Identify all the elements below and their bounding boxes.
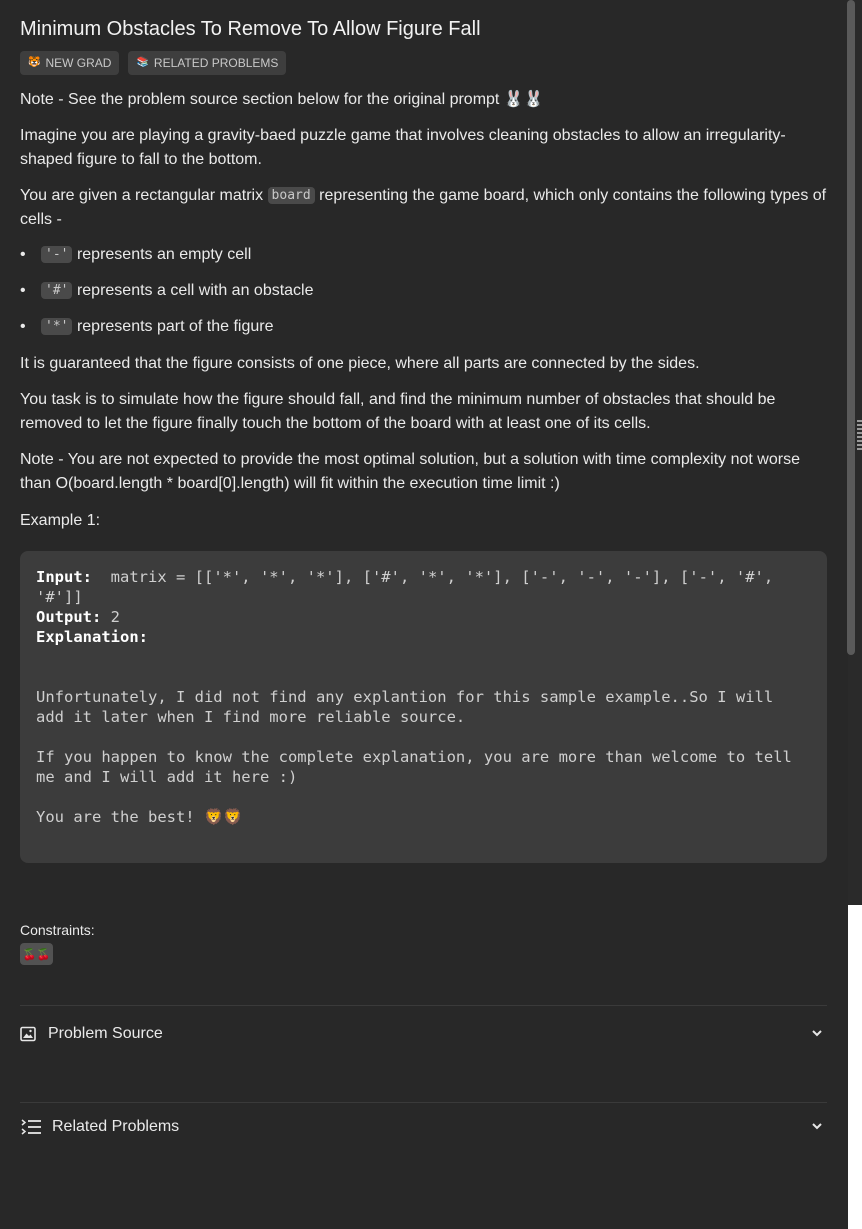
complexity-note: Note - You are not expected to provide the most optimal solution, but a solution with time complexity not worse than O(board.length * board[0].length) will fit within the execution time limit :) (20, 451, 800, 492)
input-value: matrix = [['*', '*', '*'], ['#', '*', '*'], ['-', '-', '-'], ['-', '#', (92, 568, 774, 586)
given-text-after: representing the game board, which only contains the following types of cells - (20, 187, 827, 228)
related-problems-section[interactable] (20, 1115, 827, 1139)
task-paragraph: You task is to simulate how the figure should fall, and find the minimum number of obstacles that should be removed to let the figure finally touch the bottom of the board with at least one of its cells. (20, 391, 776, 432)
books-icon: 📚 (136, 57, 149, 68)
guarantee-paragraph: It is guaranteed that the figure consists of one piece, where all parts are connected by the sides. (20, 355, 700, 372)
cell-type-list (20, 243, 827, 351)
cell-code: '#' (41, 282, 72, 299)
bullet-icon: • (20, 246, 26, 263)
image-icon (20, 1026, 36, 1042)
divider (20, 1005, 827, 1006)
output-value: 2 (101, 608, 120, 626)
problem-source-label: Problem Source (48, 1025, 163, 1042)
list-icon (20, 1118, 42, 1136)
explanation-text: Unfortunately, I did not find any explantion for this sample example..So I will (36, 688, 774, 706)
tag-new-grad[interactable] (20, 51, 119, 75)
example-code-block (20, 551, 827, 863)
tag-related-problems[interactable] (128, 51, 286, 75)
cell-code: '*' (41, 318, 72, 335)
input-line-continued: '#']] (36, 588, 83, 606)
input-line (36, 567, 811, 587)
explanation-text: You are the best! 🦁🦁 (36, 808, 243, 826)
given-paragraph (20, 184, 827, 232)
cell-description: represents part of the figure (76, 318, 274, 335)
tag-label: NEW GRAD (45, 56, 112, 70)
given-text-before: You are given a rectangular matrix (20, 187, 268, 204)
output-line (36, 607, 811, 627)
explanation-line (36, 627, 811, 647)
input-label: Input: (36, 568, 92, 586)
window-edge (848, 905, 862, 1229)
chevron-down-icon[interactable] (811, 1027, 823, 1039)
cell-code: '-' (41, 246, 72, 263)
related-problems-label: Related Problems (52, 1118, 180, 1135)
resize-handle[interactable] (857, 420, 862, 452)
divider (20, 1102, 827, 1103)
tag-list (20, 51, 286, 75)
constraints-badge: 🍒🍒 (20, 943, 53, 965)
explanation-text: If you happen to know the complete explanation, you are more than welcome to tell (36, 748, 792, 766)
tag-label: RELATED PROBLEMS (153, 56, 279, 70)
list-item (20, 315, 827, 351)
tiger-icon: 🐯 (28, 57, 41, 68)
chevron-down-icon[interactable] (811, 1120, 823, 1132)
list-item (20, 279, 827, 315)
bullet-icon: • (20, 282, 26, 299)
explanation-text: add it later when I find more reliable source. (36, 708, 466, 726)
problem-title: Minimum Obstacles To Remove To Allow Figure Fall (20, 18, 481, 40)
list-item (20, 243, 827, 279)
bullet-icon: • (20, 318, 26, 335)
intro-paragraph: Imagine you are playing a gravity-baed puzzle game that involves cleaning obstacles to allow an irregularity-shaped figure to fall to the bottom. (20, 127, 786, 168)
scrollbar-thumb[interactable] (847, 0, 855, 655)
cell-description: represents an empty cell (76, 246, 252, 263)
cell-description: represents a cell with an obstacle (76, 282, 314, 299)
example-title: Example 1: (20, 512, 101, 529)
output-label: Output: (36, 608, 102, 626)
explanation-text: me and I will add it here :) (36, 768, 298, 786)
source-note: Note - See the problem source section below for the original prompt 🐰🐰 (20, 91, 544, 108)
constraints-title: Constraints: (20, 922, 95, 938)
inline-code-board: board (268, 187, 315, 204)
problem-source-section[interactable] (20, 1022, 827, 1046)
explanation-label: Explanation: (36, 628, 148, 646)
